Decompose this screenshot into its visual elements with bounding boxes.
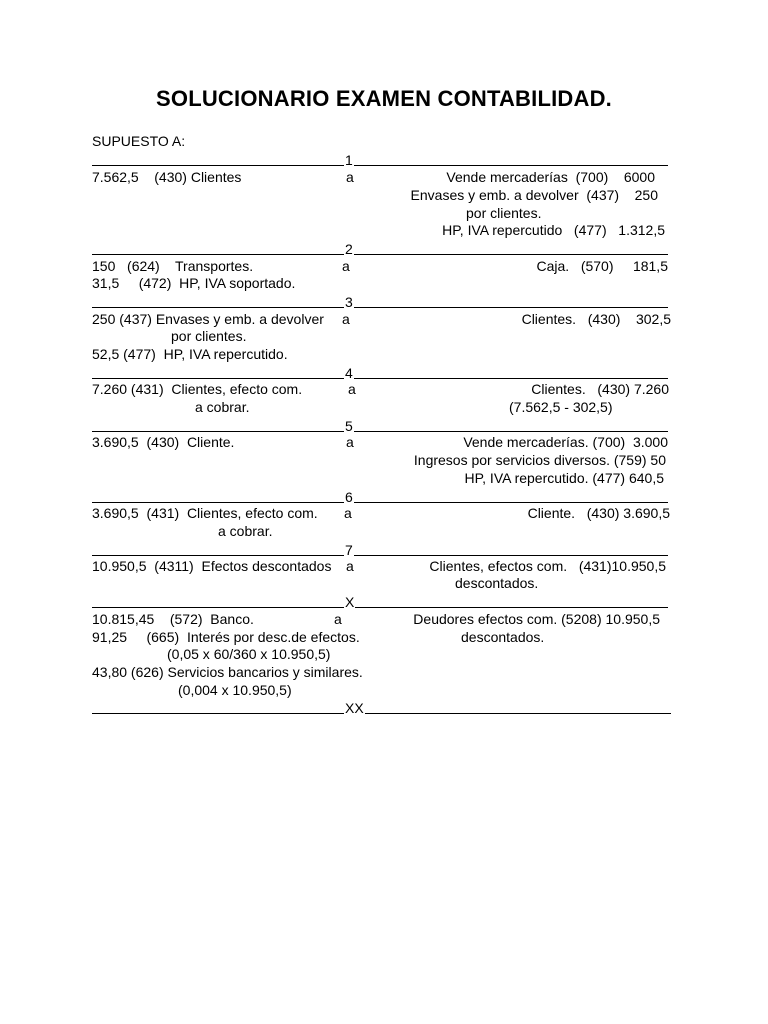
entry-number: 2 <box>345 241 353 257</box>
entry-number: 4 <box>345 365 353 381</box>
debit-line: 7.562,5 (430) Clientes <box>92 169 242 185</box>
debit-line: por clientes. <box>171 328 247 344</box>
credit-line: Deudores efectos com. (5208) 10.950,5 <box>413 611 660 627</box>
entry-separator-3 <box>92 293 668 309</box>
debit-line: 250 (437) Envases y emb. a devolver <box>92 311 324 327</box>
a-connector: a <box>346 169 354 185</box>
entry-separator-xx <box>92 699 671 715</box>
entry-number: 5 <box>345 418 353 434</box>
debit-line: 52,5 (477) HP, IVA repercutido. <box>92 346 288 362</box>
credit-line: HP, IVA repercutido (477) 1.312,5 <box>442 222 665 238</box>
debit-line: 10.815,45 (572) Banco. <box>92 611 254 627</box>
a-connector: a <box>346 558 354 574</box>
credit-line: descontados. <box>455 575 539 591</box>
credit-line: Vende mercaderías (700) 6000 <box>446 169 655 185</box>
entry-separator-2 <box>92 240 668 256</box>
debit-line: a cobrar. <box>195 399 250 415</box>
debit-line: (0,05 x 60/360 x 10.950,5) <box>167 646 331 662</box>
entry-separator-6 <box>92 488 668 504</box>
debit-line: (0,004 x 10.950,5) <box>178 682 292 698</box>
a-connector: a <box>342 258 350 274</box>
entry-separator-1 <box>92 151 668 167</box>
page-title: SOLUCIONARIO EXAMEN CONTABILIDAD. <box>156 86 612 111</box>
a-connector: a <box>346 434 354 450</box>
debit-line: 3.690,5 (430) Cliente. <box>92 434 235 450</box>
a-connector: a <box>334 611 342 627</box>
credit-line: Ingresos por servicios diversos. (759) 50 <box>413 452 666 468</box>
a-connector: a <box>342 311 350 327</box>
entry-number: 3 <box>345 294 353 310</box>
credit-line: Vende mercaderías. (700) 3.000 <box>463 434 668 450</box>
debit-line: 10.950,5 (4311) Efectos descontados <box>92 558 332 574</box>
credit-line: por clientes. <box>466 205 542 221</box>
debit-line: 7.260 (431) Clientes, efecto com. <box>92 381 303 397</box>
credit-line: Clientes. (430) 7.260 <box>531 381 669 397</box>
entry-number: 7 <box>345 542 353 558</box>
debit-line: 3.690,5 (431) Clientes, efecto com. <box>92 505 318 521</box>
credit-line: (7.562,5 - 302,5) <box>509 399 613 415</box>
entry-separator-4 <box>92 364 668 380</box>
credit-line: Clientes, efectos com. (431)10.950,5 <box>429 558 666 574</box>
debit-line: 43,80 (626) Servicios bancarios y similares. <box>92 664 363 680</box>
credit-line: descontados. <box>461 629 545 645</box>
entry-separator-7 <box>92 541 668 557</box>
debit-line: a cobrar. <box>218 523 273 539</box>
entry-separator-5 <box>92 417 668 433</box>
entry-number: XX <box>345 700 364 716</box>
entry-separator-x <box>92 593 668 609</box>
credit-line: HP, IVA repercutido. (477) 640,5 <box>464 470 664 486</box>
credit-line: Cliente. (430) 3.690,5 <box>527 505 670 521</box>
a-connector: a <box>344 505 352 521</box>
debit-line: 31,5 (472) HP, IVA soportado. <box>92 275 296 291</box>
section-label: SUPUESTO A: <box>92 133 186 149</box>
a-connector: a <box>348 381 356 397</box>
credit-line: Caja. (570) 181,5 <box>536 258 668 274</box>
credit-line: Clientes. (430) 302,5 <box>521 311 671 327</box>
debit-line: 91,25 (665) Interés por desc.de efectos. <box>92 629 360 645</box>
credit-line: Envases y emb. a devolver (437) 250 <box>410 187 658 203</box>
entry-number: 6 <box>345 489 353 505</box>
debit-line: 150 (624) Transportes. <box>92 258 254 274</box>
entry-number: X <box>345 594 355 610</box>
entry-number: 1 <box>345 152 353 168</box>
